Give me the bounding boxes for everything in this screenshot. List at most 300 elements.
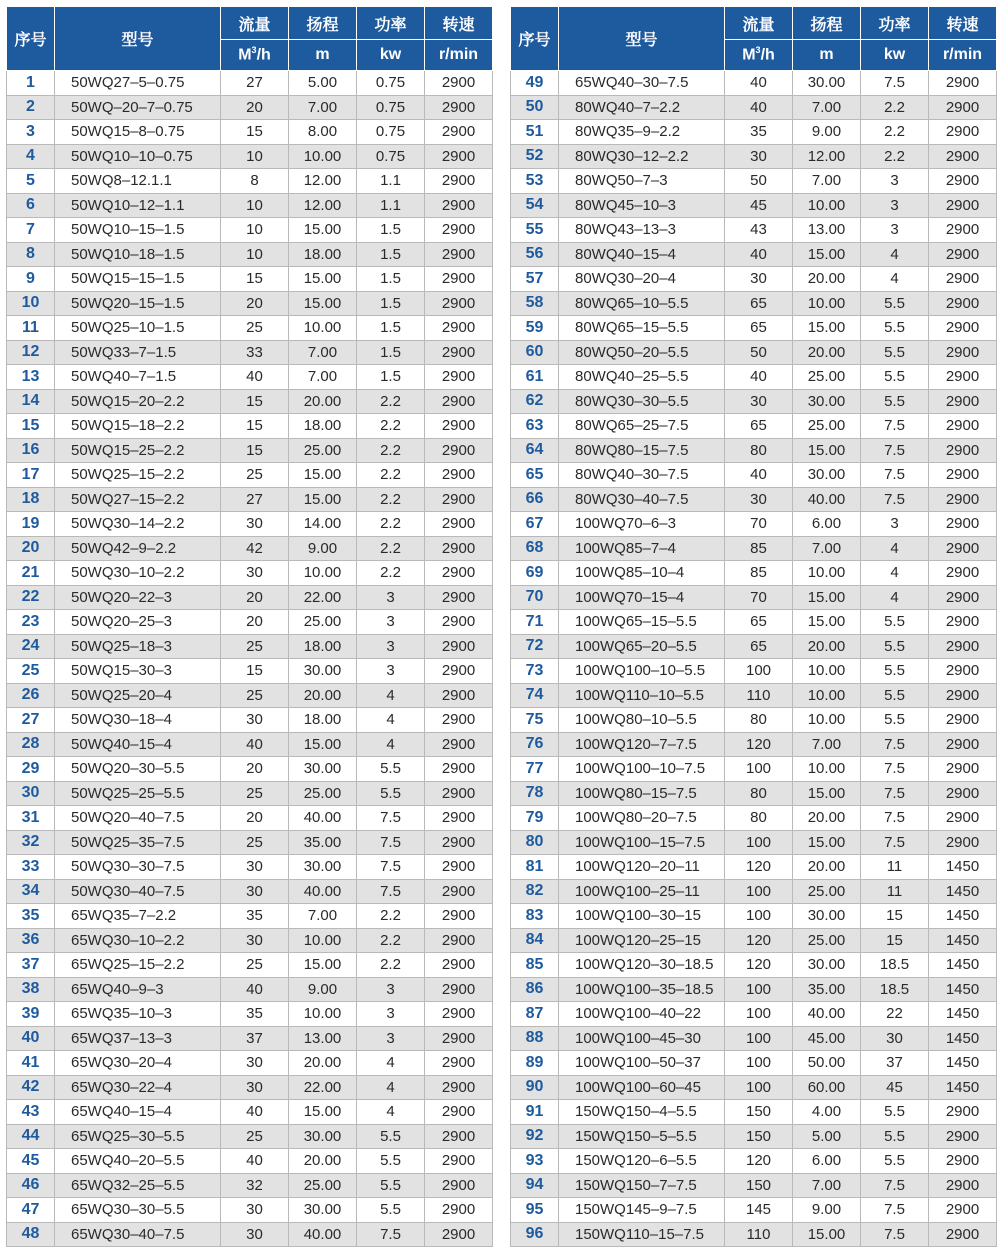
flow-cell: 85 [725, 536, 793, 561]
head-cell: 7.00 [793, 536, 861, 561]
speed-cell: 1450 [929, 1051, 997, 1076]
flow-cell: 20 [221, 585, 289, 610]
table-row [511, 316, 997, 341]
row-number: 50 [511, 95, 559, 120]
model-cell: 50WQ27–5–0.75 [55, 71, 221, 96]
model-cell: 100WQ65–20–5.5 [559, 634, 725, 659]
table-row [7, 414, 493, 439]
row-number: 72 [511, 634, 559, 659]
row-number: 64 [511, 438, 559, 463]
table-row [7, 806, 493, 831]
row-number: 70 [511, 585, 559, 610]
flow-cell: 120 [725, 1149, 793, 1174]
table-row [511, 487, 997, 512]
power-cell: 3 [861, 218, 929, 243]
flow-cell: 120 [725, 732, 793, 757]
row-number: 69 [511, 561, 559, 586]
power-cell: 7.5 [861, 757, 929, 782]
head-cell: 40.00 [289, 879, 357, 904]
row-number: 30 [7, 781, 55, 806]
row-number: 82 [511, 879, 559, 904]
head-cell: 18.00 [289, 414, 357, 439]
model-cell: 50WQ15–8–0.75 [55, 120, 221, 145]
model-cell: 65WQ25–30–5.5 [55, 1124, 221, 1149]
speed-cell: 2900 [929, 316, 997, 341]
speed-cell: 2900 [425, 1173, 493, 1198]
table-row [7, 683, 493, 708]
head-cell: 18.00 [289, 634, 357, 659]
head-cell: 10.00 [289, 1002, 357, 1027]
power-cell: 30 [861, 1026, 929, 1051]
model-cell: 65WQ30–30–5.5 [55, 1198, 221, 1223]
table-row [511, 1198, 997, 1223]
flow-cell: 25 [221, 830, 289, 855]
head-cell: 30.00 [289, 757, 357, 782]
model-cell: 80WQ30–12–2.2 [559, 144, 725, 169]
head-cell: 10.00 [793, 561, 861, 586]
row-number: 35 [7, 904, 55, 929]
model-cell: 50WQ15–25–2.2 [55, 438, 221, 463]
flow-cell: 110 [725, 683, 793, 708]
head-cell: 9.00 [793, 1198, 861, 1223]
table-row [511, 438, 997, 463]
model-cell: 80WQ35–9–2.2 [559, 120, 725, 145]
row-number: 55 [511, 218, 559, 243]
model-cell: 50WQ25–35–7.5 [55, 830, 221, 855]
speed-cell: 2900 [425, 610, 493, 635]
power-cell: 5.5 [861, 1149, 929, 1174]
power-cell: 2.2 [357, 389, 425, 414]
head-cell: 4.00 [793, 1100, 861, 1125]
header-flow: 流量 [221, 7, 289, 40]
power-cell: 0.75 [357, 95, 425, 120]
table-row [511, 634, 997, 659]
row-number: 60 [511, 340, 559, 365]
head-cell: 40.00 [289, 806, 357, 831]
speed-cell: 2900 [425, 732, 493, 757]
model-cell: 50WQ30–14–2.2 [55, 512, 221, 537]
power-cell: 5.5 [861, 610, 929, 635]
flow-cell: 35 [725, 120, 793, 145]
head-cell: 15.00 [289, 267, 357, 292]
model-cell: 100WQ85–7–4 [559, 536, 725, 561]
power-cell: 7.5 [861, 1198, 929, 1223]
head-cell: 20.00 [793, 267, 861, 292]
model-cell: 80WQ40–25–5.5 [559, 365, 725, 390]
model-cell: 150WQ120–6–5.5 [559, 1149, 725, 1174]
table-row [7, 708, 493, 733]
model-cell: 65WQ40–9–3 [55, 977, 221, 1002]
head-cell: 15.00 [793, 438, 861, 463]
table-row [7, 659, 493, 684]
flow-cell: 65 [725, 414, 793, 439]
unit-head: m [793, 40, 861, 71]
model-cell: 100WQ100–35–18.5 [559, 977, 725, 1002]
head-cell: 15.00 [793, 316, 861, 341]
speed-cell: 2900 [425, 218, 493, 243]
model-cell: 80WQ40–7–2.2 [559, 95, 725, 120]
flow-cell: 25 [221, 683, 289, 708]
model-cell: 100WQ100–45–30 [559, 1026, 725, 1051]
speed-cell: 2900 [929, 708, 997, 733]
head-cell: 40.00 [793, 1002, 861, 1027]
speed-cell: 2900 [929, 561, 997, 586]
head-cell: 15.00 [289, 1100, 357, 1125]
table-row [7, 757, 493, 782]
speed-cell: 2900 [929, 95, 997, 120]
speed-cell: 2900 [929, 1100, 997, 1125]
power-cell: 2.2 [357, 463, 425, 488]
power-cell: 5.5 [861, 365, 929, 390]
speed-cell: 2900 [425, 953, 493, 978]
speed-cell: 2900 [425, 1124, 493, 1149]
speed-cell: 2900 [425, 487, 493, 512]
model-cell: 80WQ40–15–4 [559, 242, 725, 267]
row-number: 41 [7, 1051, 55, 1076]
row-number: 7 [7, 218, 55, 243]
flow-cell: 15 [221, 438, 289, 463]
speed-cell: 2900 [929, 340, 997, 365]
flow-cell: 30 [221, 1051, 289, 1076]
model-cell: 80WQ50–20–5.5 [559, 340, 725, 365]
head-cell: 7.00 [793, 169, 861, 194]
speed-cell: 2900 [425, 365, 493, 390]
speed-cell: 2900 [425, 291, 493, 316]
table-row [7, 781, 493, 806]
power-cell: 5.5 [861, 683, 929, 708]
head-cell: 13.00 [289, 1026, 357, 1051]
table-row [511, 855, 997, 880]
power-cell: 3 [861, 512, 929, 537]
header-no: 序号 [7, 7, 55, 71]
speed-cell: 2900 [425, 757, 493, 782]
speed-cell: 2900 [929, 1124, 997, 1149]
table-row [7, 487, 493, 512]
row-number: 37 [7, 953, 55, 978]
model-cell: 50WQ20–15–1.5 [55, 291, 221, 316]
model-cell: 50WQ25–18–3 [55, 634, 221, 659]
head-cell: 25.00 [793, 879, 861, 904]
speed-cell: 1450 [929, 879, 997, 904]
speed-cell: 2900 [929, 463, 997, 488]
power-cell: 1.1 [357, 169, 425, 194]
row-number: 1 [7, 71, 55, 96]
power-cell: 4 [861, 536, 929, 561]
table-row [511, 218, 997, 243]
table-row [511, 193, 997, 218]
row-number: 28 [7, 732, 55, 757]
speed-cell: 2900 [929, 71, 997, 96]
row-number: 54 [511, 193, 559, 218]
power-cell: 4 [357, 708, 425, 733]
model-cell: 65WQ30–10–2.2 [55, 928, 221, 953]
flow-cell: 100 [725, 977, 793, 1002]
row-number: 23 [7, 610, 55, 635]
speed-cell: 2900 [425, 95, 493, 120]
table-row [511, 1222, 997, 1247]
model-cell: 100WQ100–60–45 [559, 1075, 725, 1100]
header-model: 型号 [55, 7, 221, 71]
flow-cell: 145 [725, 1198, 793, 1223]
head-cell: 30.00 [793, 904, 861, 929]
row-number: 73 [511, 659, 559, 684]
flow-cell: 30 [221, 1198, 289, 1223]
speed-cell: 2900 [929, 291, 997, 316]
table-row [7, 218, 493, 243]
head-cell: 5.00 [793, 1124, 861, 1149]
flow-cell: 70 [725, 512, 793, 537]
speed-cell: 2900 [929, 1173, 997, 1198]
table-row [511, 1002, 997, 1027]
power-cell: 1.5 [357, 218, 425, 243]
row-number: 90 [511, 1075, 559, 1100]
power-cell: 4 [861, 585, 929, 610]
row-number: 53 [511, 169, 559, 194]
table-row [7, 634, 493, 659]
power-cell: 18.5 [861, 977, 929, 1002]
head-cell: 15.00 [289, 732, 357, 757]
table-row [7, 855, 493, 880]
model-cell: 80WQ40–30–7.5 [559, 463, 725, 488]
power-cell: 7.5 [861, 1222, 929, 1247]
head-cell: 10.00 [793, 757, 861, 782]
flow-cell: 100 [725, 1002, 793, 1027]
speed-cell: 2900 [425, 561, 493, 586]
table-row [7, 1222, 493, 1247]
head-cell: 20.00 [289, 1149, 357, 1174]
row-number: 93 [511, 1149, 559, 1174]
model-cell: 100WQ80–10–5.5 [559, 708, 725, 733]
table-row [511, 536, 997, 561]
table-row [7, 463, 493, 488]
power-cell: 5.5 [861, 316, 929, 341]
head-cell: 10.00 [289, 144, 357, 169]
table-row [7, 1002, 493, 1027]
speed-cell: 2900 [929, 610, 997, 635]
table-row [511, 904, 997, 929]
speed-cell: 1450 [929, 1075, 997, 1100]
model-cell: 100WQ70–15–4 [559, 585, 725, 610]
power-cell: 3 [357, 610, 425, 635]
speed-cell: 2900 [425, 1002, 493, 1027]
flow-cell: 110 [725, 1222, 793, 1247]
model-cell: 50WQ15–15–1.5 [55, 267, 221, 292]
head-cell: 10.00 [289, 561, 357, 586]
unit-power: kw [861, 40, 929, 71]
head-cell: 25.00 [289, 1173, 357, 1198]
row-number: 5 [7, 169, 55, 194]
row-number: 17 [7, 463, 55, 488]
model-cell: 50WQ30–18–4 [55, 708, 221, 733]
speed-cell: 2900 [425, 806, 493, 831]
speed-cell: 2900 [929, 169, 997, 194]
table-row [7, 1051, 493, 1076]
row-number: 15 [7, 414, 55, 439]
speed-cell: 2900 [929, 438, 997, 463]
power-cell: 4 [357, 683, 425, 708]
pump-spec-table-left [6, 6, 493, 1247]
head-cell: 12.00 [793, 144, 861, 169]
flow-cell: 30 [221, 708, 289, 733]
power-cell: 5.5 [861, 389, 929, 414]
row-number: 46 [7, 1173, 55, 1198]
row-number: 36 [7, 928, 55, 953]
power-cell: 1.5 [357, 242, 425, 267]
row-number: 84 [511, 928, 559, 953]
flow-cell: 65 [725, 634, 793, 659]
speed-cell: 2900 [425, 389, 493, 414]
table-row [7, 977, 493, 1002]
speed-cell: 2900 [425, 683, 493, 708]
model-cell: 80WQ30–20–4 [559, 267, 725, 292]
head-cell: 25.00 [289, 438, 357, 463]
head-cell: 35.00 [289, 830, 357, 855]
table-row [511, 683, 997, 708]
row-number: 34 [7, 879, 55, 904]
head-cell: 30.00 [289, 659, 357, 684]
power-cell: 5.5 [357, 1149, 425, 1174]
table-row [7, 316, 493, 341]
left-table-panel [6, 6, 493, 1247]
table-row [511, 340, 997, 365]
flow-cell: 100 [725, 1026, 793, 1051]
head-cell: 20.00 [793, 806, 861, 831]
model-cell: 80WQ45–10–3 [559, 193, 725, 218]
row-number: 20 [7, 536, 55, 561]
row-number: 32 [7, 830, 55, 855]
head-cell: 7.00 [793, 732, 861, 757]
row-number: 62 [511, 389, 559, 414]
unit-head: m [289, 40, 357, 71]
speed-cell: 2900 [929, 781, 997, 806]
head-cell: 15.00 [289, 487, 357, 512]
header-speed: 转速 [425, 7, 493, 40]
model-cell: 100WQ80–15–7.5 [559, 781, 725, 806]
row-number: 43 [7, 1100, 55, 1125]
row-number: 68 [511, 536, 559, 561]
flow-cell: 100 [725, 757, 793, 782]
power-cell: 2.2 [357, 953, 425, 978]
flow-cell: 30 [725, 144, 793, 169]
header-model: 型号 [559, 7, 725, 71]
table-row [7, 585, 493, 610]
speed-cell: 2900 [425, 659, 493, 684]
flow-cell: 15 [221, 659, 289, 684]
flow-cell: 20 [221, 291, 289, 316]
head-cell: 30.00 [793, 463, 861, 488]
power-cell: 2.2 [357, 904, 425, 929]
table-row [511, 1149, 997, 1174]
model-cell: 50WQ27–15–2.2 [55, 487, 221, 512]
row-number: 81 [511, 855, 559, 880]
model-cell: 50WQ25–15–2.2 [55, 463, 221, 488]
speed-cell: 2900 [929, 634, 997, 659]
table-row [511, 1124, 997, 1149]
head-cell: 15.00 [793, 781, 861, 806]
row-number: 19 [7, 512, 55, 537]
flow-cell: 30 [221, 928, 289, 953]
speed-cell: 2900 [425, 512, 493, 537]
flow-cell: 50 [725, 340, 793, 365]
head-cell: 22.00 [289, 1075, 357, 1100]
model-cell: 80WQ43–13–3 [559, 218, 725, 243]
flow-cell: 35 [221, 1002, 289, 1027]
model-cell: 65WQ32–25–5.5 [55, 1173, 221, 1198]
table-body-right [511, 71, 997, 1247]
right-table-panel [510, 6, 997, 1247]
row-number: 25 [7, 659, 55, 684]
model-cell: 65WQ40–30–7.5 [559, 71, 725, 96]
flow-cell: 10 [221, 218, 289, 243]
power-cell: 3 [861, 193, 929, 218]
flow-cell: 20 [221, 95, 289, 120]
power-cell: 4 [861, 242, 929, 267]
speed-cell: 1450 [929, 1026, 997, 1051]
flow-cell: 35 [221, 904, 289, 929]
power-cell: 7.5 [861, 487, 929, 512]
power-cell: 5.5 [861, 634, 929, 659]
table-row [7, 389, 493, 414]
flow-cell: 80 [725, 781, 793, 806]
model-cell: 50WQ40–7–1.5 [55, 365, 221, 390]
power-cell: 5.5 [861, 340, 929, 365]
head-cell: 15.00 [289, 291, 357, 316]
head-cell: 8.00 [289, 120, 357, 145]
head-cell: 6.00 [793, 512, 861, 537]
power-cell: 5.5 [861, 1124, 929, 1149]
model-cell: 65WQ40–15–4 [55, 1100, 221, 1125]
speed-cell: 2900 [929, 414, 997, 439]
power-cell: 45 [861, 1075, 929, 1100]
table-row [511, 708, 997, 733]
row-number: 48 [7, 1222, 55, 1247]
head-cell: 25.00 [289, 781, 357, 806]
flow-cell: 25 [221, 316, 289, 341]
power-cell: 3 [357, 585, 425, 610]
head-cell: 50.00 [793, 1051, 861, 1076]
row-number: 24 [7, 634, 55, 659]
head-cell: 20.00 [289, 389, 357, 414]
power-cell: 1.5 [357, 291, 425, 316]
model-cell: 50WQ40–15–4 [55, 732, 221, 757]
row-number: 14 [7, 389, 55, 414]
row-number: 86 [511, 977, 559, 1002]
row-number: 52 [511, 144, 559, 169]
head-cell: 7.00 [793, 95, 861, 120]
head-cell: 18.00 [289, 708, 357, 733]
head-cell: 12.00 [289, 169, 357, 194]
head-cell: 15.00 [793, 610, 861, 635]
table-row [7, 1198, 493, 1223]
flow-cell: 80 [725, 806, 793, 831]
flow-cell: 42 [221, 536, 289, 561]
flow-cell: 30 [221, 512, 289, 537]
row-number: 49 [511, 71, 559, 96]
model-cell: 50WQ20–40–7.5 [55, 806, 221, 831]
flow-cell: 30 [221, 879, 289, 904]
speed-cell: 2900 [929, 218, 997, 243]
flow-cell: 25 [221, 1124, 289, 1149]
speed-cell: 2900 [425, 904, 493, 929]
speed-cell: 2900 [425, 781, 493, 806]
power-cell: 3 [357, 659, 425, 684]
header-no: 序号 [511, 7, 559, 71]
model-cell: 100WQ80–20–7.5 [559, 806, 725, 831]
model-cell: 65WQ30–40–7.5 [55, 1222, 221, 1247]
head-cell: 30.00 [289, 855, 357, 880]
row-number: 22 [7, 585, 55, 610]
power-cell: 22 [861, 1002, 929, 1027]
